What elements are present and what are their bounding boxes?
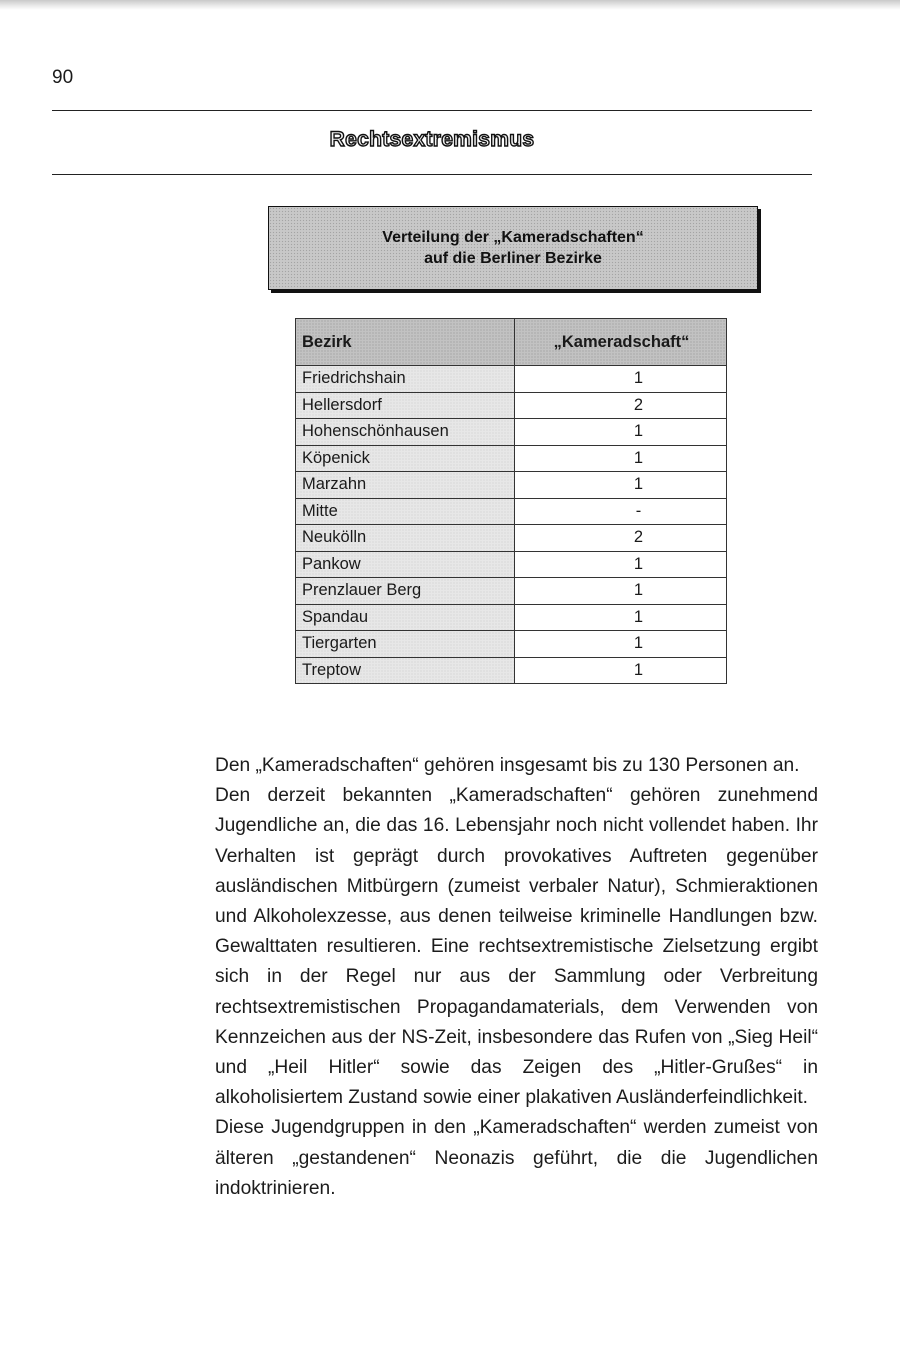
count-cell: 1 bbox=[515, 631, 727, 658]
paragraph: Den derzeit bekannten „Kameradschaften“ gehören zunehmend Jugendliche an, die das 16. Lebensjahr noch nicht vollendet haben. Ihr Verhalten ist geprägt durch provokatives Auftreten gegenüber ausländischen Mitbürgern (zumeist verbaler Natur), Schmieraktionen und Alkoholexzesse, aus denen teilweise kriminelle Handlungen bzw. Gewalttaten resultieren. Eine rechtsextremistische Zielsetzung ergibt sich in der Regel nur aus der Sammlung oder Verbreitung rechtsextremistischen Propagandamaterials, dem Verwenden von Kennzeichen aus der NS-Zeit, insbesondere das Rufen von „Sieg Heil“ und „Heil Hitler“ sowie das Zeigen des „Hitler-Grußes“ in alkoholisiertem Zustand sowie einer plakativen Ausländerfeindlichkeit. bbox=[215, 785, 818, 1109]
district-cell: Treptow bbox=[296, 657, 515, 684]
column-header-count: „Kameradschaft“ bbox=[515, 319, 727, 366]
district-cell: Friedrichshain bbox=[296, 366, 515, 393]
table-row bbox=[296, 472, 727, 499]
table-title-line-1: Verteilung der „Kameradschaften“ bbox=[382, 229, 644, 246]
district-cell: Neukölln bbox=[296, 525, 515, 552]
column-header-district: Bezirk bbox=[296, 319, 515, 366]
district-cell: Mitte bbox=[296, 498, 515, 525]
district-cell: Pankow bbox=[296, 551, 515, 578]
district-table bbox=[295, 318, 727, 684]
table-row bbox=[296, 657, 727, 684]
section-title: Rechtsextremismus bbox=[329, 128, 535, 151]
table-row bbox=[296, 445, 727, 472]
district-cell: Köpenick bbox=[296, 445, 515, 472]
page-number: 90 bbox=[52, 67, 74, 88]
count-cell: 1 bbox=[515, 366, 727, 393]
district-cell: Marzahn bbox=[296, 472, 515, 499]
header-rule-top bbox=[52, 110, 812, 111]
paragraph: Diese Jugendgruppen in den „Kameradschaften“ werden zumeist von älteren „gestandenen“ Neonazis geführt, die die Jugendlichen indoktrinieren. bbox=[215, 1117, 818, 1199]
table-header-row bbox=[296, 319, 727, 366]
count-cell: 1 bbox=[515, 551, 727, 578]
count-cell: 1 bbox=[515, 657, 727, 684]
table-title-box bbox=[268, 206, 758, 290]
count-cell: 1 bbox=[515, 445, 727, 472]
table-title-line-2: auf die Berliner Bezirke bbox=[424, 250, 602, 267]
paragraph: Den „Kameradschaften“ gehören insgesamt bis zu 130 Personen an. bbox=[215, 755, 800, 776]
table-row bbox=[296, 578, 727, 605]
district-cell: Hohenschönhausen bbox=[296, 419, 515, 446]
scan-edge-shadow bbox=[0, 0, 900, 10]
table-row bbox=[296, 498, 727, 525]
count-cell: 2 bbox=[515, 392, 727, 419]
district-cell: Spandau bbox=[296, 604, 515, 631]
district-cell: Hellersdorf bbox=[296, 392, 515, 419]
count-cell: 2 bbox=[515, 525, 727, 552]
header-rule-bottom bbox=[52, 174, 812, 175]
table-row bbox=[296, 631, 727, 658]
table-row bbox=[296, 551, 727, 578]
count-cell: 1 bbox=[515, 578, 727, 605]
body-text bbox=[215, 751, 818, 1204]
table-row bbox=[296, 604, 727, 631]
count-cell: - bbox=[515, 498, 727, 525]
district-cell: Prenzlauer Berg bbox=[296, 578, 515, 605]
district-cell: Tiergarten bbox=[296, 631, 515, 658]
table-row bbox=[296, 525, 727, 552]
count-cell: 1 bbox=[515, 604, 727, 631]
count-cell: 1 bbox=[515, 472, 727, 499]
table-row bbox=[296, 392, 727, 419]
table-row bbox=[296, 419, 727, 446]
count-cell: 1 bbox=[515, 419, 727, 446]
table-row bbox=[296, 366, 727, 393]
